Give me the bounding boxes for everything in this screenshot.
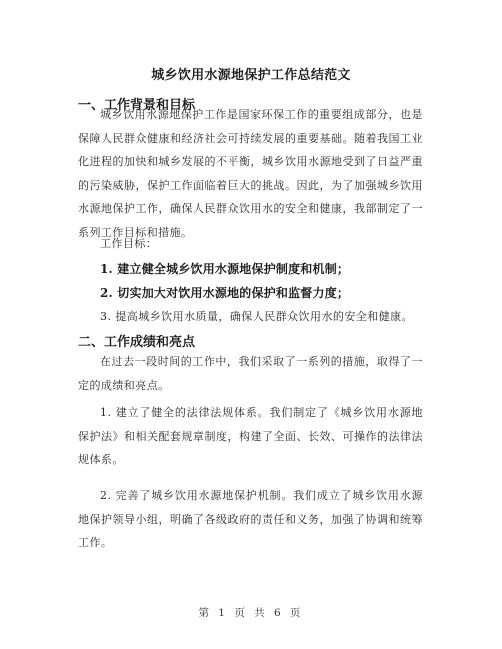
achievement-item-2: 2. 完善了城乡饮用水源地保护机制。我们成立了城乡饮用水源地保护领导小组，明确了各级政府的责任和义务，加强了协调和统筹工作。 [78, 489, 423, 549]
paragraph-background: 城乡饮用水源地保护工作是国家环保工作的重要组成部分，也是保障人民群众健康和经济社会可持续发展的重要基础。随着我国工业化进程的加快和城乡发展的不平衡，城乡饮用水源地受到了日益严重的污染威胁，保护工作面临着巨大的挑战。因此，为了加强城乡饮用水源地保护工作，确保人民群众饮用水的安全和健康，我部制定了一系列工作目标和措施。 [78, 108, 423, 239]
goal-item-3: 3. 提高城乡饮用水质量，确保人民群众饮用水的安全和健康。 [100, 310, 414, 323]
goals-label: 工作目标： [100, 237, 158, 250]
section-heading-achievements: 二、工作成绩和亮点 [78, 335, 196, 350]
document-title: 城乡饮用水源地保护工作总结范文 [151, 68, 351, 83]
section-heading-background: 一、工作背景和目标 [78, 98, 196, 113]
goal-item-1: 1. 建立健全城乡饮用水源地保护制度和机制； [100, 262, 350, 276]
page-footer: 第 1 页 共 6 页 [198, 607, 304, 619]
paragraph-achievements-intro: 在过去一段时间的工作中，我们采取了一系列的措施，取得了一定的成绩和亮点。 [78, 355, 423, 392]
goal-item-2: 2. 切实加大对饮用水源地的保护和监督力度； [100, 286, 350, 300]
achievement-item-1: 1. 建立了健全的法律法规体系。我们制定了《城乡饮用水源地保护法》和相关配套规章制度，构建了全面、长效、可操作的法律法规体系。 [78, 406, 423, 466]
